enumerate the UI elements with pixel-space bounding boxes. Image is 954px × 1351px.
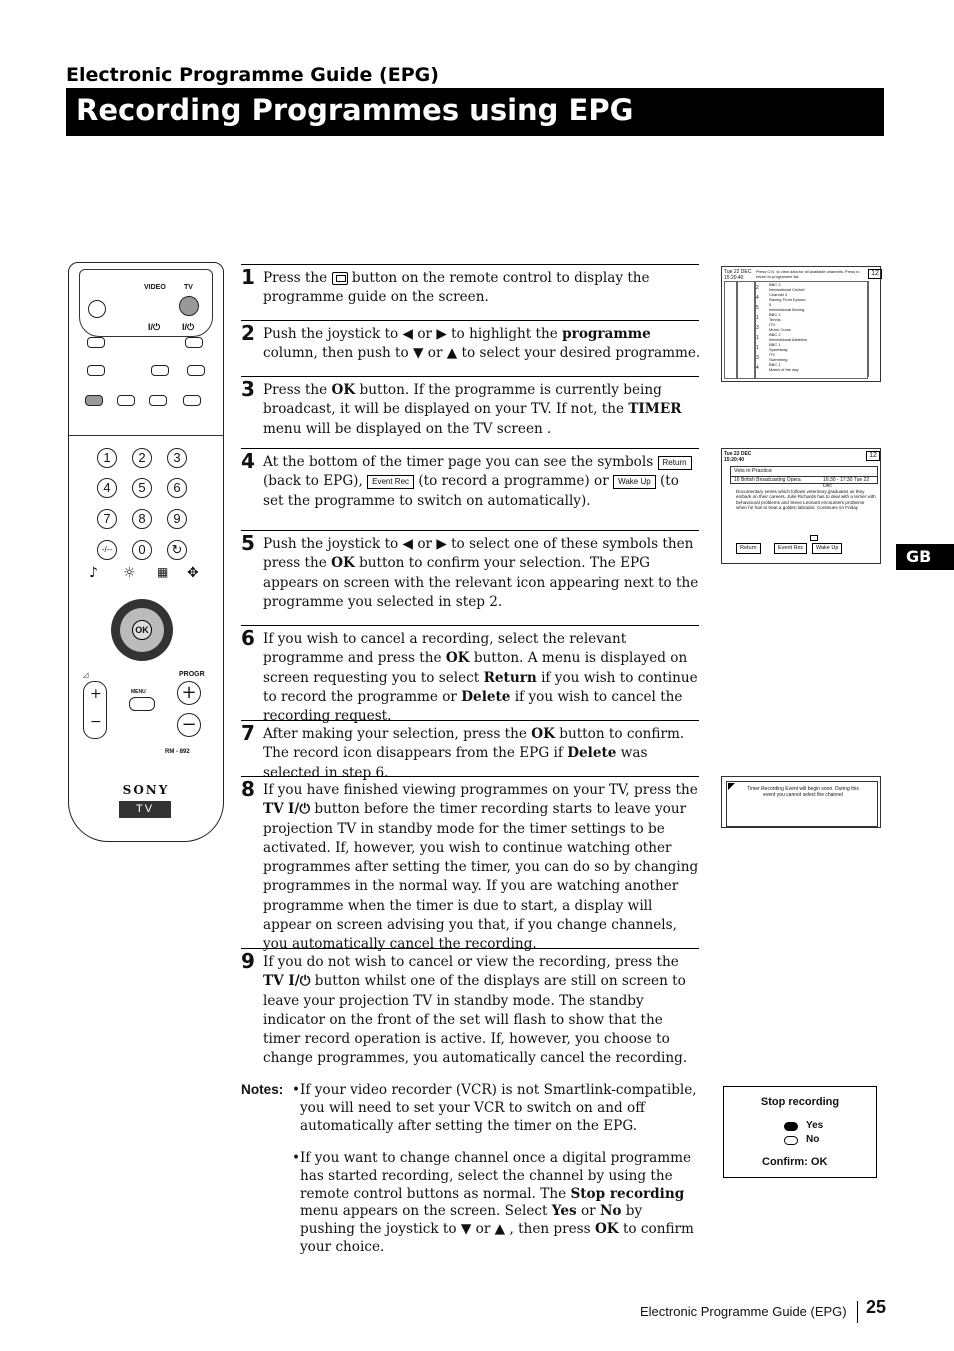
event-rec-symbol: Event Rec — [367, 475, 414, 489]
section-heading: Electronic Programme Guide (EPG) — [66, 64, 439, 86]
step-text: If you wish to cancel a recording, select the relevant programme and press the OK button. A menu is displayed on screen requesting you to select Return if you wish to continue to record the programme or Delete if you wish to cancel the recording request. — [263, 631, 698, 725]
no-option: No — [806, 1134, 820, 1145]
step-7 — [241, 720, 699, 781]
program-down-button: − — [177, 713, 201, 737]
remote-button — [117, 395, 135, 406]
minus-icon: − — [90, 714, 102, 730]
volume-rocker — [83, 681, 107, 739]
row-number: 3 — [756, 355, 759, 361]
selected-radio-icon — [784, 1122, 798, 1131]
row-number: 1 — [756, 345, 759, 351]
note-2 — [292, 1150, 698, 1255]
page-title: Recording Programmes using EPG — [76, 93, 634, 127]
step-3 — [241, 376, 699, 445]
num-8-button: 8 — [132, 509, 152, 529]
wake-up-symbol: Wake Up — [613, 475, 656, 489]
step-number: 9 — [241, 949, 255, 973]
notice-screen — [721, 776, 881, 828]
step-text: Push the joystick to ◀ or ▶ to select one of these symbols then press the OK button to confirm your selection. The EPG appears on screen with the relevant icon appearing next to the programme you selected in step 2. — [263, 536, 699, 610]
step-9 — [241, 948, 699, 1077]
language-tab: GB — [896, 544, 954, 570]
epg-icon — [332, 272, 348, 285]
timer-channel-line: 16 British Broadcasting Opera — [734, 477, 801, 483]
ok-button: OK — [132, 620, 152, 640]
step-number: 3 — [241, 377, 255, 401]
epg-screen — [721, 266, 881, 382]
epg-row: BBC 1 Match of the day — [769, 362, 799, 372]
footer-section: Electronic Programme Guide (EPG) — [640, 1304, 847, 1319]
num-2-button: 2 — [132, 448, 152, 468]
model-label: RM - 892 — [165, 749, 190, 755]
return-button: Return — [736, 543, 761, 554]
yes-option: Yes — [806, 1120, 824, 1131]
volume-icon: ◿ — [83, 672, 89, 679]
epg-row: BBC 2 International Cricket — [769, 282, 805, 292]
notice-frame — [726, 781, 878, 827]
note-text: If you want to change channel once a digital programme has started recording, select the channel by using the remote control buttons as normal. The Stop recording menu appears on the screen. Select Yes or No by pushing the joystick to ▼ or ▲ , then press OK to confirm your choice. — [300, 1150, 694, 1255]
epg-row: BBC 1 Speedway — [769, 342, 788, 352]
remote-control-illustration — [68, 262, 224, 842]
step-1 — [241, 264, 699, 317]
epg-icon-column — [868, 281, 879, 377]
step-8 — [241, 776, 699, 953]
step-2 — [241, 320, 699, 373]
brand-logo: SONY — [122, 783, 170, 797]
mute-icon — [88, 300, 106, 318]
epg-row: BBC 1 Tennis — [769, 312, 781, 322]
step-4 — [241, 448, 699, 527]
remote-button — [151, 365, 169, 376]
epg-date: Tue 22 DEC 15:20:40 — [724, 269, 752, 281]
menu-label: MENU — [131, 689, 146, 695]
remote-button — [85, 395, 103, 406]
note-text: If your video recorder (VCR) is not Smartlink-compatible, you will need to set your VCR to switch on and off automatically after setting the timer on the EPG. — [300, 1082, 697, 1134]
epg-row: Channel 4 Racing From Epsom — [769, 292, 806, 302]
note-icon: ♪ — [89, 565, 98, 581]
step-number: 7 — [241, 721, 255, 745]
timer-screen — [721, 448, 881, 564]
remote-divider — [69, 435, 223, 436]
step-text: After making your selection, press the OK button to confirm. The record icon disappears from the EPG if Delete was selected in step 6. — [263, 726, 685, 781]
row-number: 1 — [756, 315, 759, 321]
epg-channel: 12 — [868, 269, 882, 279]
timer-time: 16:30 - 17:30 Tue 22 Dec — [823, 477, 870, 489]
record-icon — [810, 535, 818, 541]
notice-text: Timer Recording Event will begin soon. During this event you cannot select the channel — [747, 786, 859, 798]
num-9-button: 9 — [167, 509, 187, 529]
tv-label-box: TV — [119, 801, 171, 818]
swap-icon: ↻ — [167, 540, 187, 560]
stop-recording-screen — [723, 1086, 877, 1178]
step-number: 4 — [241, 449, 255, 473]
video-power-label: I/⏻ — [148, 322, 161, 332]
progr-label: PROGR — [179, 671, 205, 678]
step-5 — [241, 530, 699, 623]
confirm-hint: Confirm: OK — [762, 1156, 828, 1168]
epg-row: BBC 2 International Athletics — [769, 332, 808, 342]
program-up-button: + — [177, 681, 201, 705]
epg-programme-column — [754, 281, 868, 379]
num-1-button: 1 — [97, 448, 117, 468]
epg-row: 5 International Boxing — [769, 302, 805, 312]
return-symbol: Return — [658, 456, 692, 470]
step-6 — [241, 625, 699, 725]
tv-power-label: I/⏻ — [182, 322, 195, 332]
text-icon — [87, 365, 105, 376]
epg-time-column — [736, 281, 756, 379]
timer-description: Documentary series which follows veterinary graduates as they embark on their careers. Julie Richards has to deal with a terrier with behavioural problems and Steve Leonard encounters problems when he has to treat a golden labrador. Continues on Friday — [736, 489, 876, 511]
step-text: Push the joystick to ◀ or ▶ to highlight the programme column, then push to ▼ or ▲ to select your desired programme. — [263, 326, 701, 362]
digit-toggle-button: -/-- — [97, 540, 117, 560]
unselected-radio-icon — [784, 1136, 798, 1145]
menu-button — [129, 697, 155, 711]
step-number: 6 — [241, 626, 255, 650]
num-3-button: 3 — [167, 448, 187, 468]
step-number: 5 — [241, 531, 255, 555]
row-number: 3 — [756, 325, 759, 331]
timer-date: Tue 22 DEC 15:20:40 — [724, 451, 752, 463]
timer-programme-title: Vets in Practice — [734, 468, 772, 474]
bullet: • — [292, 1082, 301, 1098]
epg-hint: Press O.K. to view data for all available channels. Press to return to programme list. — [756, 269, 860, 279]
title-banner — [66, 88, 884, 136]
page-number: 25 — [866, 1297, 887, 1317]
brightness-icon: ☼ — [123, 565, 136, 581]
stop-recording-title: Stop recording — [760, 1096, 840, 1108]
corner-icon — [728, 783, 735, 790]
num-4-button: 4 — [97, 478, 117, 498]
row-number: 2 — [756, 285, 759, 291]
num-6-button: 6 — [167, 478, 187, 498]
wake-up-button: Wake Up — [812, 543, 842, 554]
remote-button — [149, 395, 167, 406]
timer-channel: 12 — [866, 451, 880, 461]
footer-divider — [857, 1301, 858, 1323]
remote-top-panel — [79, 269, 213, 337]
epg-icon — [185, 337, 203, 348]
joystick — [111, 599, 173, 661]
step-text: Press the OK button. If the programme is currently being broadcast, it will be displayed on your TV. If not, the TIMER menu will be displayed on the TV screen . — [263, 382, 682, 437]
row-number: 4 — [756, 365, 759, 371]
plus-icon: + — [90, 686, 102, 702]
settings-icon: ✥ — [187, 565, 199, 581]
epg-row: ITV Swimming — [769, 352, 788, 362]
picture-icon: ▦ — [157, 565, 169, 579]
event-rec-button: Event Rec — [774, 543, 807, 554]
notes-label: Notes: — [241, 1082, 284, 1097]
tv-label: TV — [184, 284, 193, 291]
row-number: 5 — [756, 305, 759, 311]
note-1 — [292, 1082, 698, 1138]
num-7-button: 7 — [97, 509, 117, 529]
step-text: At the bottom of the timer page you can see the symbols Return (back to EPG), Event Rec (to record a programme) or Wake Up (to set the programme to switch on automatically). — [263, 453, 701, 511]
remote-button — [187, 365, 205, 376]
step-text: If you have finished viewing programmes on your TV, press the TV I/⏻ button before the timer recording starts to leave your projection TV in standby mode for the timer settings to be activated. If, however, you wish to continue watching other programmes after setting the timer, you can do so by changing programmes in the normal way. If you are watching another programme when the timer is due to start, a display will appear on screen advising you that, if you change channels, you automatically cancel the recording. — [263, 782, 699, 953]
bullet: • — [292, 1150, 301, 1166]
step-text: If you do not wish to cancel or view the recording, press the TV I/⏻ button whilst one of the displays are still on screen to leave your projection TV in standby mode. The standby indicator on the front of the set will flash to show that the timer record operation is active. If, however, you choose to change programmes, you automatically cancel the recording. — [263, 954, 688, 1067]
row-number: 1 — [756, 335, 759, 341]
video-label: VIDEO — [144, 284, 166, 291]
step-number: 2 — [241, 321, 255, 345]
timer-info-box — [730, 466, 878, 489]
step-text: Press the button on the remote control to display the programme guide on the screen. — [263, 270, 650, 306]
row-number: 4 — [756, 295, 759, 301]
tv-power-button — [179, 296, 199, 316]
epg-row: ITV Motor Cross — [769, 322, 791, 332]
remote-button — [87, 337, 105, 348]
num-5-button: 5 — [132, 478, 152, 498]
num-0-button: 0 — [132, 540, 152, 560]
step-number: 8 — [241, 777, 255, 801]
up-arrow-icon — [183, 395, 201, 406]
joystick-ring — [120, 608, 164, 652]
step-number: 1 — [241, 265, 255, 289]
